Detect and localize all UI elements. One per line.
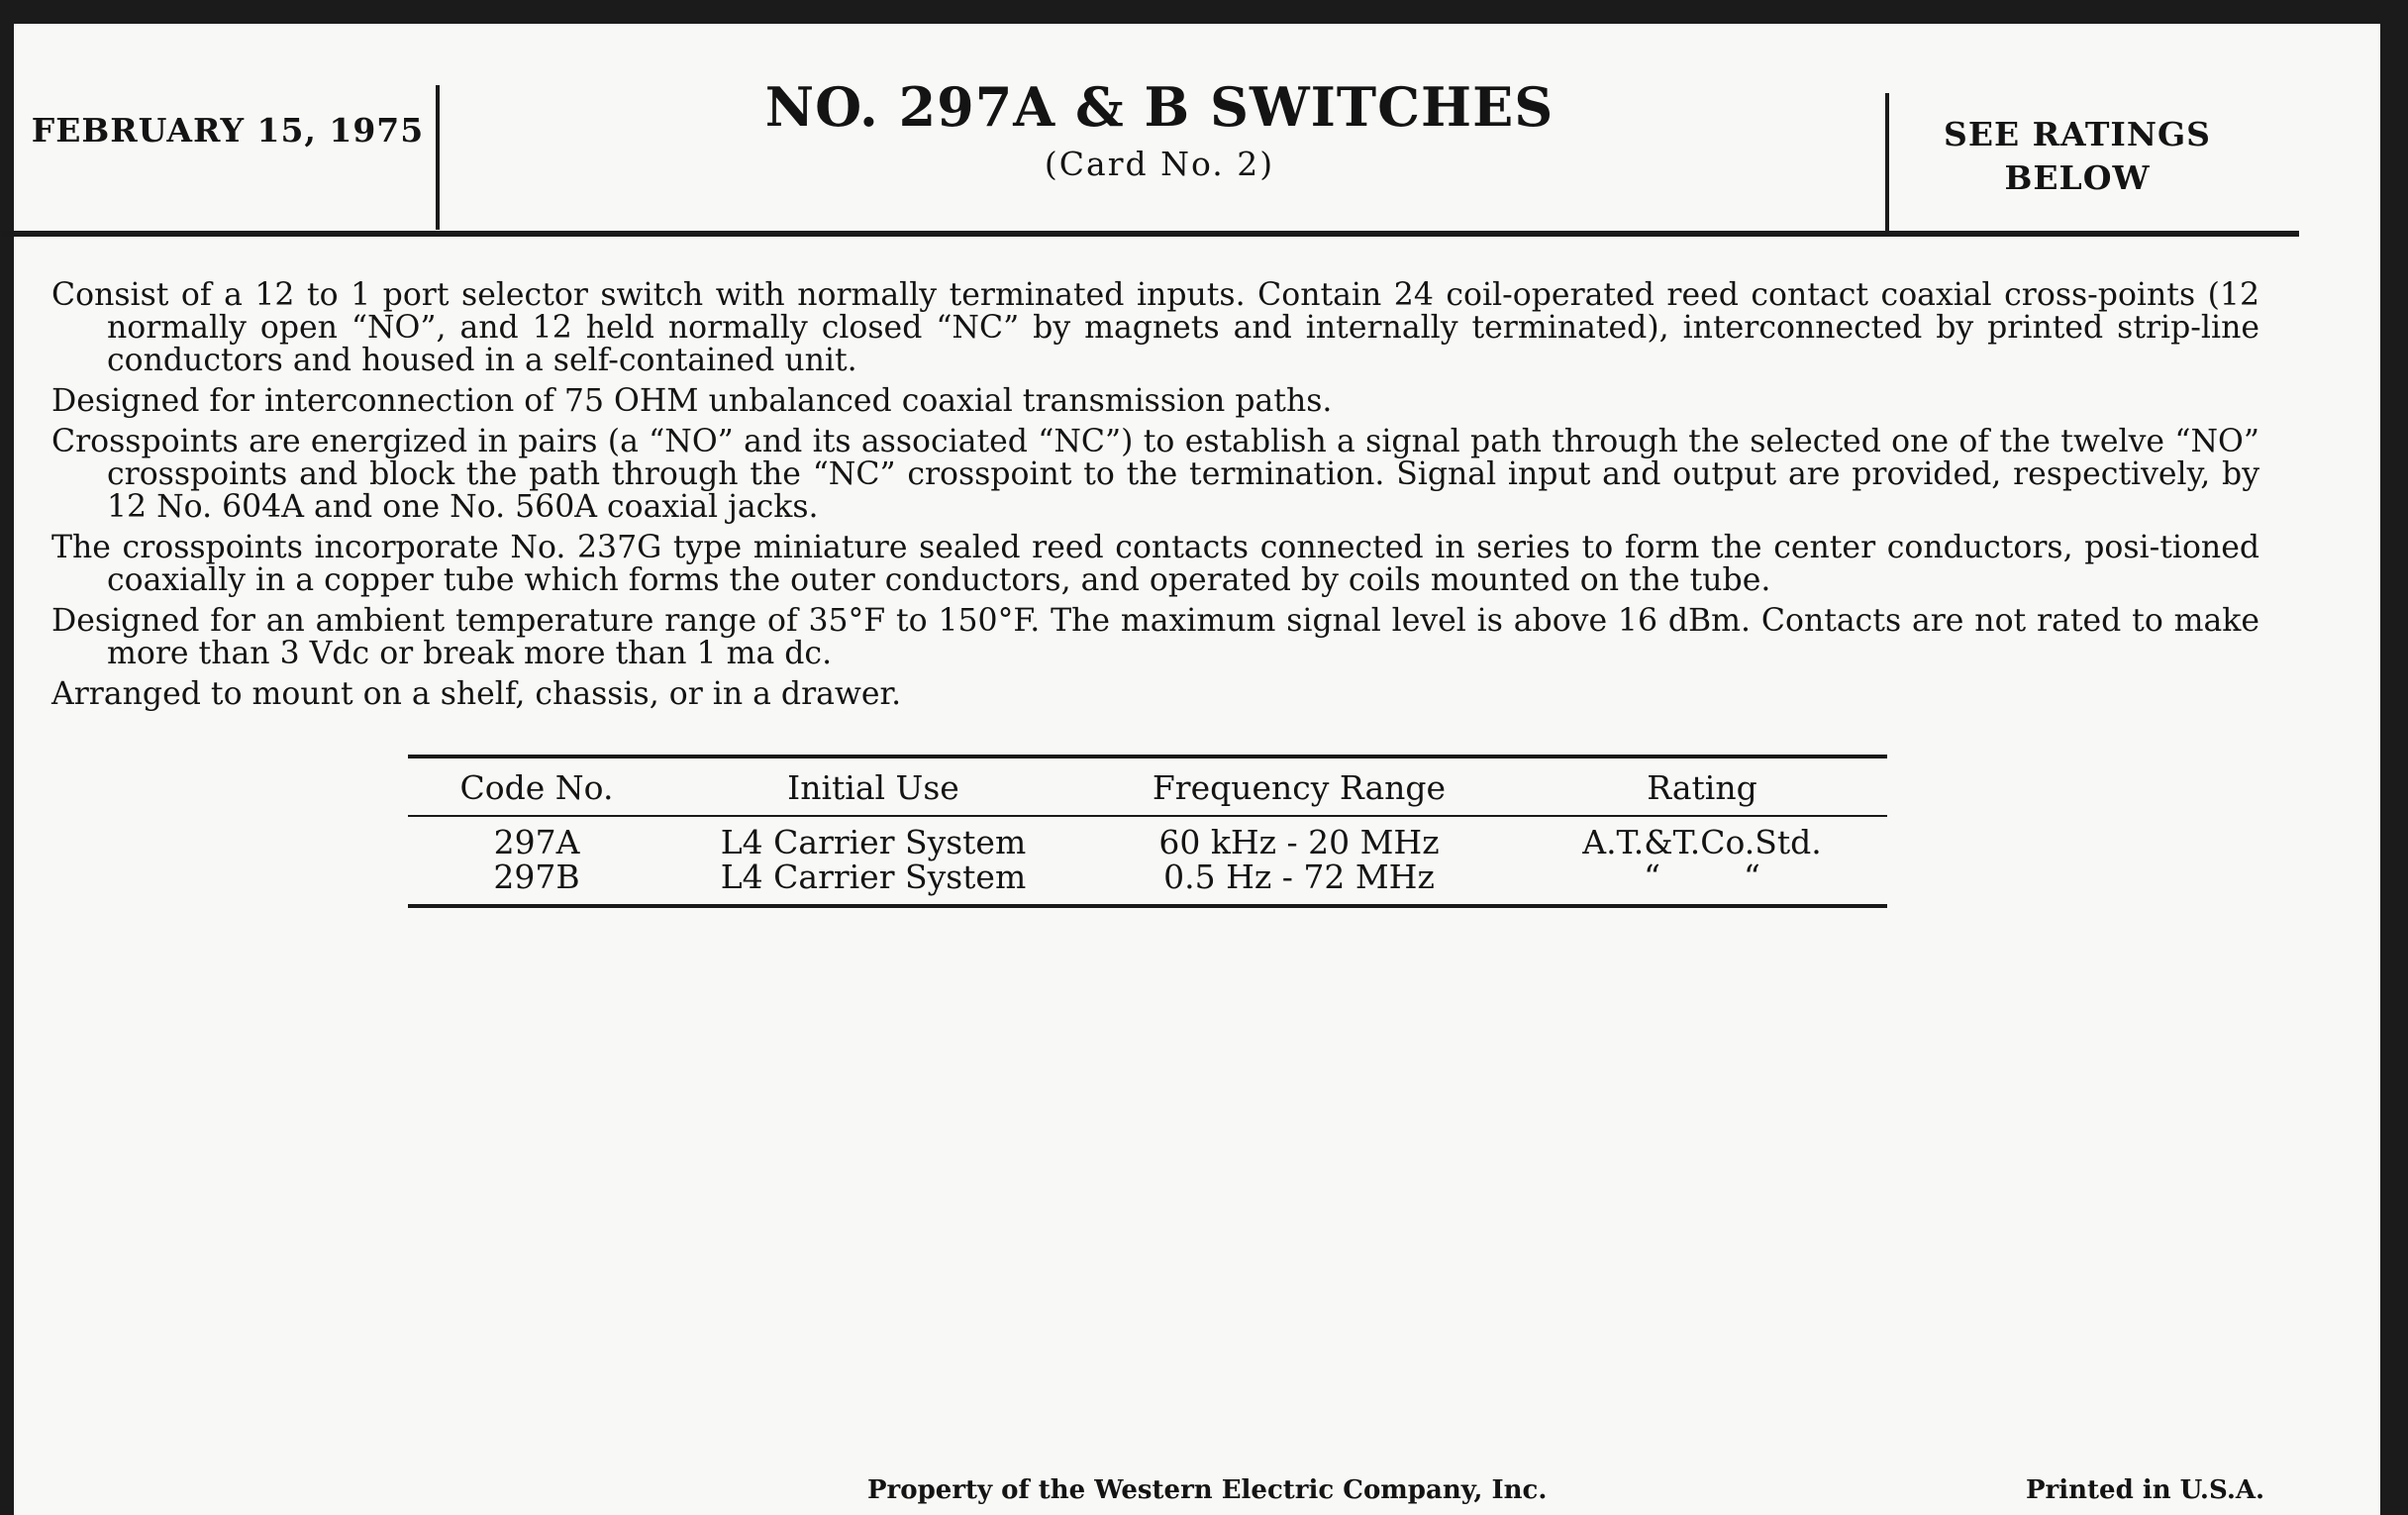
ratings-table	[408, 755, 1887, 908]
card-number: (Card No. 2)	[1044, 145, 1275, 183]
page-title-block	[444, 75, 1875, 183]
table-row	[408, 859, 1887, 904]
column-header-initial-use: Initial Use	[787, 768, 959, 807]
header-rule	[2, 231, 2299, 237]
column-header-rating: Rating	[1647, 768, 1757, 807]
description-paragraph: Crosspoints are energized in pairs (a “NO” and its associated “NC”) to establish a signal path through the selected one of the twelve “NO” crosspoints and block the path through the “NC” crosspoint to the termination. Signal input and output are provided, respectively, by 12 No. 604A and one No. 560A coaxial jacks.	[51, 424, 2259, 525]
description-paragraph: Designed for an ambient temperature range of 35°F to 150°F. The maximum signal level is above 16 dBm. Contacts are not rated to make more than 3 Vdc or break more than 1 ma dc.	[51, 603, 2259, 671]
description-paragraph: Designed for interconnection of 75 OHM unbalanced coaxial transmission paths.	[51, 383, 1333, 419]
rating-cell: A.T.&T.Co.Std.	[1582, 823, 1822, 861]
issue-date: FEBRUARY 15, 1975	[31, 111, 425, 150]
description-paragraph: The crosspoints incorporate No. 237G type miniature sealed reed contacts connected in series to form the center conductors, posi-tioned coaxially in a copper tube which forms the outer conductors, and operated by coils mounted on the tube.	[51, 530, 2259, 598]
code-cell: 297B	[493, 858, 580, 896]
table-header-row	[408, 758, 1887, 815]
description-paragraph: Arranged to mount on a shelf, chassis, or in a drawer.	[51, 676, 902, 712]
table-bottom-rule	[408, 904, 1887, 908]
frequency-cell: 0.5 Hz - 72 MHz	[1163, 858, 1435, 896]
printed-notice: Printed in U.S.A.	[2026, 1475, 2265, 1505]
page-title: NO. 297A & B SWITCHES	[764, 75, 1555, 139]
frequency-cell: 60 kHz - 20 MHz	[1158, 823, 1440, 861]
column-header-frequency: Frequency Range	[1152, 768, 1447, 807]
property-notice: Property of the Western Electric Company, Inc.	[867, 1475, 1548, 1505]
rating-note-line-1: SEE RATINGS	[1943, 115, 2212, 153]
header-divider-left	[436, 85, 440, 230]
rating-note-line-2: BELOW	[2004, 158, 2151, 197]
table-row	[408, 817, 1887, 859]
rating-note	[1889, 113, 2265, 200]
code-cell: 297A	[493, 823, 580, 861]
description	[51, 279, 2259, 719]
initial-use-cell: L4 Carrier System	[720, 823, 1027, 861]
rating-cell: “ “	[1644, 858, 1760, 896]
column-header-code: Code No.	[459, 768, 614, 807]
initial-use-cell: L4 Carrier System	[720, 858, 1027, 896]
description-paragraph: Consist of a 12 to 1 port selector switch with normally terminated inputs. Contain 24 coil-operated reed contact coaxial cross-points (12 normally open “NO”, and 12 held normally closed “NC” by magnets and internally terminated), interconnected by printed strip-line conductors and housed in a self-contained unit.	[51, 277, 2259, 378]
